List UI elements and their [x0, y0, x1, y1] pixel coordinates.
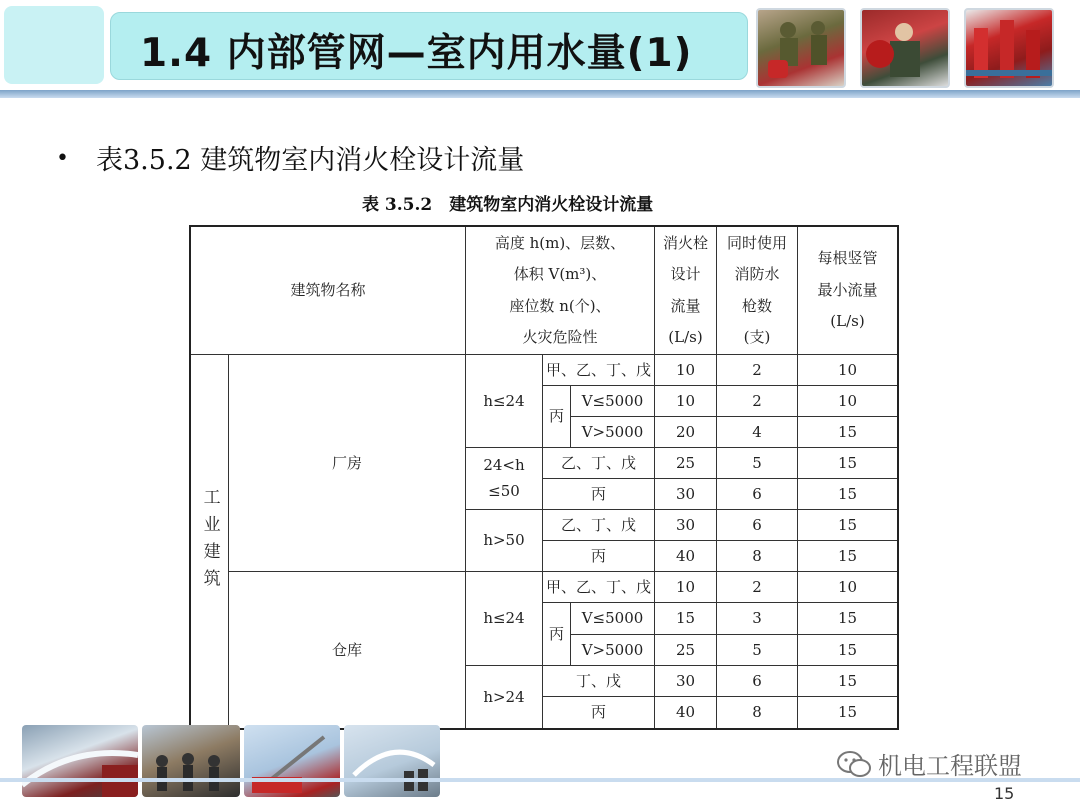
- factory-height-line: 24<h: [483, 456, 525, 474]
- warehouse-flow: 25: [655, 635, 717, 666]
- factory-flow: 40: [655, 541, 717, 572]
- header-params-line: 体积 V(m³)、: [513, 265, 607, 283]
- factory-guns: 2: [717, 386, 798, 417]
- factory-height-24-50: [466, 448, 543, 510]
- factory-cond: 甲、乙、丁、戊: [543, 355, 655, 386]
- header-riser: [798, 227, 897, 355]
- watermark: [836, 746, 1022, 781]
- warehouse-flow: 15: [655, 603, 717, 635]
- header-guns-line: 枪数: [741, 296, 772, 315]
- header-guns-line: 消防水: [734, 265, 780, 283]
- warehouse-guns: 2: [717, 572, 798, 603]
- header-riser-line: 每根竖管: [817, 249, 878, 268]
- header-flow-line: (L/s): [668, 328, 703, 346]
- table-caption: 表 3.5.2 建筑物室内消火栓设计流量: [362, 195, 654, 215]
- factory-guns: 4: [717, 417, 798, 448]
- header-params-line: 座位数 n(个)、: [509, 296, 611, 315]
- header-guns: [717, 227, 798, 355]
- flow-table: [189, 225, 899, 730]
- factory-guns: 6: [717, 510, 798, 541]
- footer-photo-drill: [344, 725, 440, 797]
- factory-riser: 15: [798, 541, 897, 572]
- header-guns-line: (支): [743, 328, 771, 346]
- header-flow: [655, 227, 717, 355]
- header-params-line: 火灾危险性: [522, 328, 598, 346]
- factory-riser: 15: [798, 510, 897, 541]
- firefighter-photo-icon: [758, 10, 844, 86]
- factory-height-line: ≤50: [488, 481, 520, 500]
- factory-height-le24: h≤24: [466, 355, 543, 448]
- ladder-truck-photo-icon: [244, 725, 340, 797]
- factory-cond: 乙、丁、戊: [543, 448, 655, 479]
- warehouse-cond: 丙: [543, 697, 655, 728]
- header-guns-line: 同时使用: [726, 233, 787, 252]
- warehouse-guns: 6: [717, 666, 798, 697]
- factory-flow: 20: [655, 417, 717, 448]
- warehouse-flow: 10: [655, 572, 717, 603]
- factory-cond: V≤5000: [571, 386, 655, 417]
- warehouse-bing-label: 丙: [543, 603, 571, 666]
- factory-riser: 15: [798, 448, 897, 479]
- factory-cond: V>5000: [571, 417, 655, 448]
- warehouse-riser: 10: [798, 572, 897, 603]
- crew-photo-icon: [142, 725, 240, 797]
- warehouse-name: 仓库: [229, 572, 466, 728]
- wechat-icon: [836, 749, 872, 779]
- header-flow-line: 消火栓: [662, 233, 708, 252]
- warehouse-cond: V≤5000: [571, 603, 655, 635]
- header-building-name: 建筑物名称: [191, 227, 466, 355]
- warehouse-riser: 15: [837, 703, 858, 722]
- factory-cond: 丙: [543, 479, 655, 510]
- header-params: [466, 227, 655, 355]
- factory-riser: 15: [798, 417, 897, 448]
- factory-riser: 10: [798, 386, 897, 417]
- factory-riser: 15: [798, 479, 897, 510]
- bullet-text: 表3.5.2 建筑物室内消火栓设计流量: [96, 145, 525, 176]
- factory-guns: 8: [717, 541, 798, 572]
- officer-photo-icon: [862, 10, 948, 86]
- watermark-text: 机电工程联盟: [878, 752, 1022, 780]
- factory-flow: 10: [655, 386, 717, 417]
- factory-riser: 10: [798, 355, 897, 386]
- header-photo-firefighters: [756, 8, 846, 88]
- factory-guns: 2: [717, 355, 798, 386]
- header-photo-pumps: [964, 8, 1054, 88]
- warehouse-riser: 15: [798, 666, 897, 697]
- factory-flow: 30: [655, 510, 717, 541]
- page-title: 1.4 内部管网—室内用水量(1): [140, 31, 693, 76]
- header-rule: [0, 90, 1080, 98]
- bullet-dot: •: [56, 146, 69, 171]
- warehouse-guns: 3: [717, 603, 798, 635]
- factory-flow: 30: [655, 479, 717, 510]
- factory-height-gt50: h>50: [466, 510, 543, 572]
- pump-photo-icon: [966, 10, 1052, 86]
- header-riser-line: (L/s): [830, 312, 865, 331]
- page-number: 15: [994, 784, 1015, 803]
- warehouse-cond: 丁、戊: [543, 666, 655, 697]
- warehouse-cond: V>5000: [571, 635, 655, 666]
- warehouse-height-gt24: h>24: [466, 666, 543, 728]
- footer-photo-crew: [142, 725, 240, 797]
- warehouse-cond: 甲、乙、丁、戊: [543, 572, 655, 603]
- header-flow-line: 设计: [670, 265, 701, 283]
- warehouse-riser: 15: [798, 635, 897, 666]
- warehouse-riser: 15: [798, 603, 897, 635]
- warehouse-guns: 5: [717, 635, 798, 666]
- warehouse-flow: 40: [655, 697, 717, 728]
- factory-guns: 5: [717, 448, 798, 479]
- header-tab: [4, 6, 104, 84]
- header-params-line: 高度 h(m)、层数、: [494, 233, 626, 252]
- footer-photo-ladder: [244, 725, 340, 797]
- warehouse-flow: 30: [655, 666, 717, 697]
- factory-guns: 6: [717, 479, 798, 510]
- category-industrial: 工业建筑: [191, 355, 229, 728]
- header-flow-line: 流量: [670, 296, 701, 315]
- drill-photo-icon: [344, 725, 440, 797]
- header-riser-line: 最小流量: [817, 280, 878, 299]
- warehouse-guns: 8: [717, 697, 798, 728]
- footer-photo-hose: [22, 725, 138, 797]
- factory-name: 厂房: [229, 355, 466, 572]
- header-photo-inspection: [860, 8, 950, 88]
- water-spray-photo-icon: [22, 725, 138, 797]
- factory-flow: 25: [655, 448, 717, 479]
- factory-flow: 10: [655, 355, 717, 386]
- warehouse-height-le24: h≤24: [466, 572, 543, 666]
- factory-cond: 乙、丁、戊: [543, 510, 655, 541]
- factory-bing-label: 丙: [543, 386, 571, 448]
- factory-cond: 丙: [543, 541, 655, 572]
